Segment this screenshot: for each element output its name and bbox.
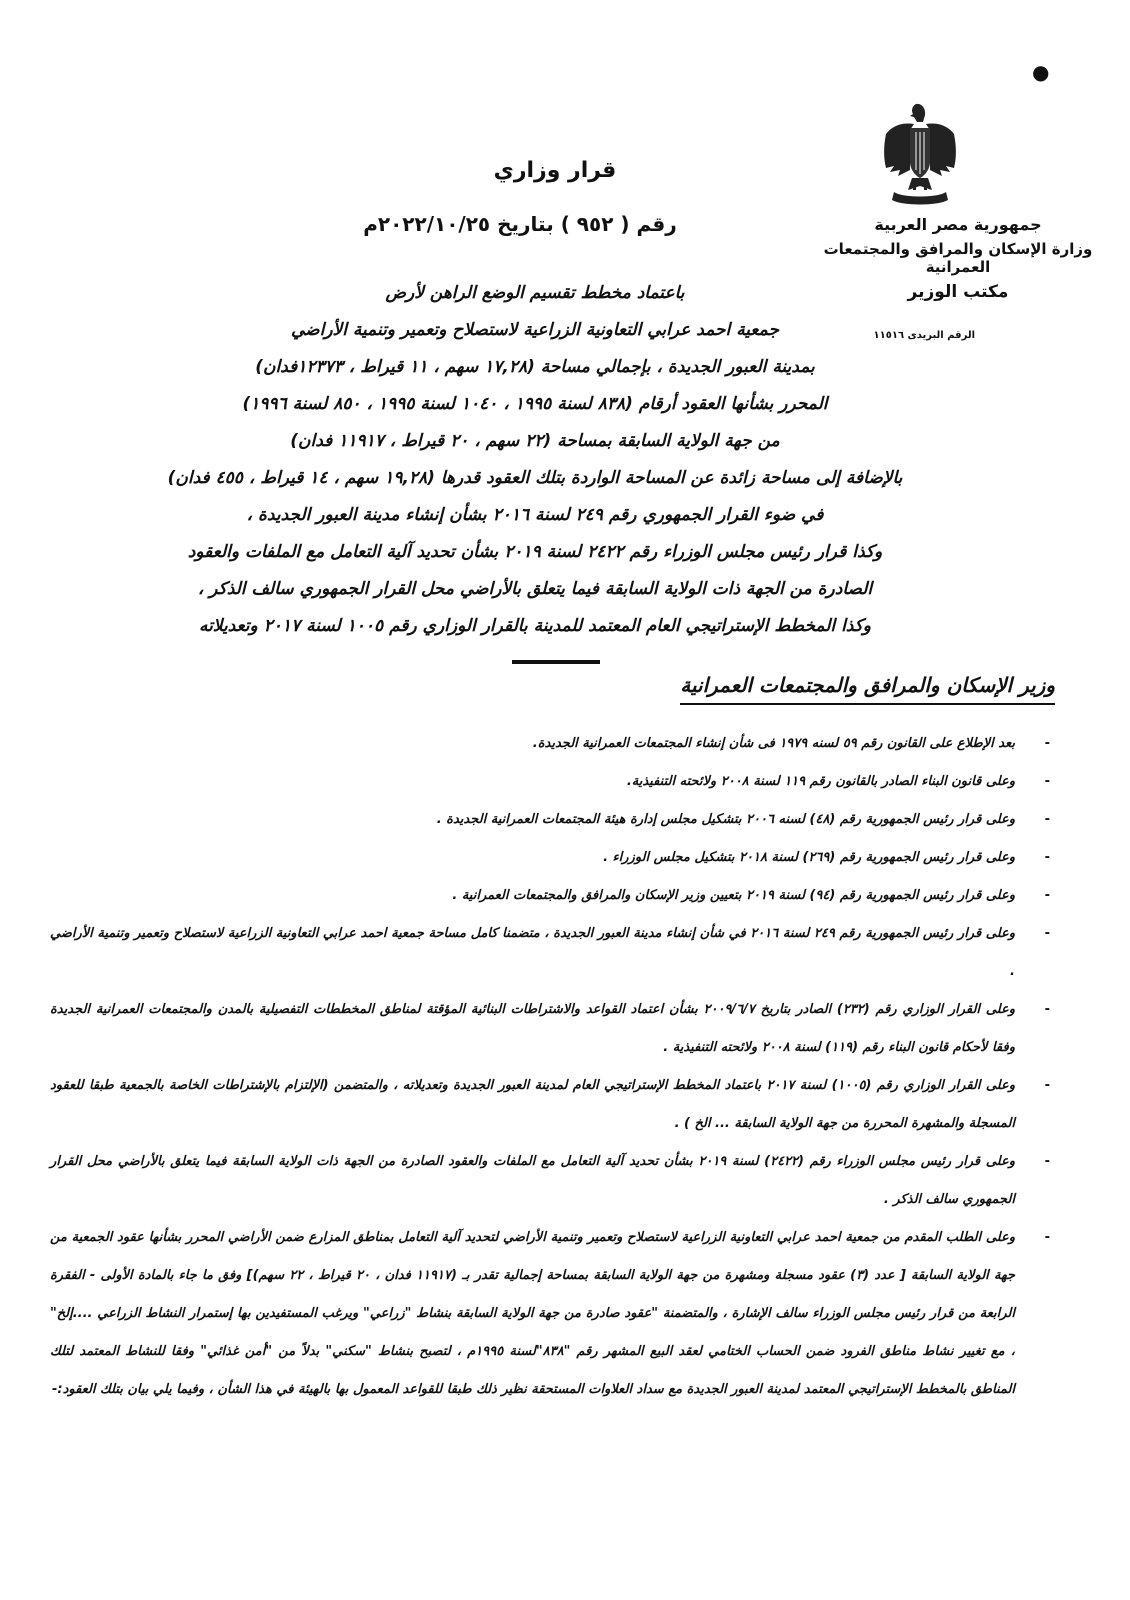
recital-text: وعلى القرار الوزاري رقم (٢٣٢) الصادر بتاريخ ٢٠٠٩/٦/٧ بشأن اعتماد القواعد والاشتراطات البنائية المؤقتة لمناطق المخططات التفصيلية بالمدن والمجتمعات العمرانية الجديدة وفقا لأحكام قانون البناء رقم (١١٩) لسنة ٢٠٠٨ ولائحته التنفيذية . [50, 1002, 1015, 1055]
postal-code: الرقم البريدى ١١٥١٦ [873, 330, 975, 341]
recital-item [50, 725, 1060, 763]
decree-title: قرار وزاري [493, 158, 617, 183]
dash-bullet: - [1044, 888, 1050, 903]
preamble-line: وكذا المخطط الإستراتيجي العام المعتمد للمدينة بالقرار الوزاري رقم ١٠٠٥ لسنة ٢٠١٧ وتعديلاته [198, 616, 872, 636]
preamble-line: باعتماد مخطط تقسيم الوضع الراهن لأرض [385, 283, 685, 303]
dash-bullet: - [1044, 736, 1050, 751]
preamble-line: في ضوء القرار الجمهوري رقم ٢٤٩ لسنة ٢٠١٦ بشأن إنشاء مدينة العبور الجديدة ، [246, 505, 824, 525]
recital-text: وعلى القرار الوزاري رقم (١٠٠٥) لسنة ٢٠١٧ باعتماد المخطط الإستراتيجي العام لمدينة العبور الجديدة وتعديلاته ، والمتضمن (الإلتزام بالإشتراطات الخاصة بالجمعية طبقا للعقود المسجلة والمشهرة المحررة من جهة الولاية السابقة ... الخ ) . [50, 1078, 1015, 1131]
corner-mark: ● [1032, 60, 1050, 84]
eagle-emblem-icon [880, 100, 960, 208]
recital-text: وعلى قانون البناء الصادر بالقانون رقم ١١٩ لسنة ٢٠٠٨ ولائحته التنفيذية. [626, 774, 1015, 789]
recital-item [50, 1067, 1060, 1143]
section-divider [512, 660, 600, 664]
dash-bullet: - [1044, 1154, 1050, 1169]
dash-bullet: - [1044, 850, 1050, 865]
preamble-line: بمدينة العبور الجديدة ، بإجمالي مساحة (١٧,٢٨ سهم ، ١١ قيراط ، ١٢٣٧٣فدان) [255, 357, 815, 377]
dash-bullet: - [1044, 812, 1050, 827]
preamble-line: من جهة الولاية السابقة بمساحة (٢٢ سهم ، ٢٠ قيراط ، ١١٩١٧ فدان) [290, 431, 780, 451]
ministry-name: وزارة الإسكان والمرافق والمجتمعات العمرانية [823, 240, 1093, 276]
recital-item [50, 839, 1060, 877]
recital-text: وعلى قرار رئيس الجمهورية رقم (٢٦٩) لسنة ٢٠١٨ بتشكيل مجلس الوزراء . [603, 850, 1015, 865]
recital-item [50, 763, 1060, 801]
recital-item [50, 801, 1060, 839]
recital-item [50, 877, 1060, 915]
recital-item [50, 1143, 1060, 1219]
recitals-list [50, 725, 1060, 1409]
recital-text: وعلى قرار رئيس مجلس الوزراء رقم (٢٤٢٢) لسنة ٢٠١٩ بشأن تحديد آلية التعامل مع الملفات والعقود الصادرة من الجهة ذات الولاية السابقة فيما يتعلق بالأراضي محل القرار الجمهوري سالف الذكر . [50, 1154, 1015, 1207]
country-name: جمهورية مصر العربية [874, 215, 1042, 234]
decree-number-line: رقم ( ٩٥٢ ) بتاريخ ٢٠٢٢/١٠/٢٥م [363, 212, 677, 236]
dash-bullet: - [1044, 1230, 1050, 1245]
recital-text: وعلى قرار رئيس الجمهورية رقم ٢٤٩ لسنة ٢٠١٦ في شأن إنشاء مدينة العبور الجديدة ، متضمنا كامل مساحة جمعية احمد عرابي التعاونية الزراعية لاستصلاح وتعمير وتنمية الأراضي . [50, 926, 1015, 979]
recital-text: وعلى قرار رئيس الجمهورية رقم (٤٨) لسنه ٢٠٠٦ بتشكيل مجلس إدارة هيئة المجتمعات العمرانية الجديدة . [436, 812, 1015, 827]
dash-bullet: - [1044, 774, 1050, 789]
recital-item [50, 1219, 1060, 1409]
preamble-line: جمعية احمد عرابي التعاونية الزراعية لاستصلاح وتعمير وتنمية الأراضي [291, 320, 779, 340]
recital-text: وعلى الطلب المقدم من جمعية احمد عرابي التعاونية الزراعية لاستصلاح وتعمير وتنمية الأراضي لتحديد آلية التعامل بمناطق المزارع ضمن الأراضي المحرر بشأنها عقود الجمعية من جهة الولاية السابقة [ عدد (٣) عقود مسجلة ومشهرة من جهة الولاية السابقة بمساحة إجمالية تقدر بـ (١١٩١٧ فدان ، ٢٠ قيراط ، ٢٢ سهم)] وفق ما جاء بالمادة الأولى - الفقرة الرابعة من قرار رئيس مجلس الوزراء سالف الإشارة ، والمتضمنة "عقود صادرة من جهة الولاية السابقة بنشاط "زراعي" ويرغب المستفيدين بها إستمرار النشاط الزراعي ....إلخ" ، مع تغيير نشاط مناطق الفرود ضمن الحساب الختامي لعقد البيع المشهر رقم "٨٣٨"لسنة ١٩٩٥م ، لتصبح بنشاط "سكني" بدلاً من "أمن غذائي" وفقا للنشاط المعتمد لتلك المناطق بالمخطط الإستراتيجي المعتمد لمدينة العبور الجديدة مع سداد العلاوات المستحقة نظير ذلك طبقا للقواعد المعمول بها بالهيئة في هذا الشأن ، وفيما يلي بيان بتلك العقود:- [50, 1230, 1016, 1397]
preamble-line: وكذا قرار رئيس مجلس الوزراء رقم ٢٤٢٢ لسنة ٢٠١٩ بشأن تحديد آلية التعامل مع الملفات والعقود [187, 542, 883, 562]
preamble-line: بالإضافة إلى مساحة زائدة عن المساحة الواردة بتلك العقود قدرها (١٩,٢٨ سهم ، ١٤ قيراط ، ٤٥٥ فدان) [167, 468, 903, 488]
recital-text: وعلى قرار رئيس الجمهورية رقم (٩٤) لسنة ٢٠١٩ بتعيين وزير الإسكان والمرافق والمجتمعات العمرانية . [452, 888, 1015, 903]
office-name: مكتب الوزير [907, 282, 1009, 302]
dash-bullet: - [1044, 1002, 1050, 1017]
recital-text: بعد الإطلاع على القانون رقم ٥٩ لسنه ١٩٧٩ فى شأن إنشاء المجتمعات العمرانية الجديدة. [532, 736, 1015, 751]
minister-heading: وزير الإسكان والمرافق والمجتمعات العمرانية [680, 673, 1055, 705]
preamble-line: الصادرة من الجهة ذات الولاية السابقة فيما يتعلق بالأراضي محل القرار الجمهوري سالف الذكر ، [197, 579, 873, 599]
dash-bullet: - [1044, 1078, 1050, 1093]
decree-preamble [150, 275, 920, 645]
dash-bullet: - [1044, 926, 1050, 941]
recital-item [50, 915, 1060, 991]
preamble-line: المحرر بشأنها العقود أرقام (٨٣٨ لسنة ١٩٩٥ ، ١٠٤٠ لسنة ١٩٩٥ ، ٨٥٠ لسنة ١٩٩٦) [242, 394, 828, 414]
recital-item [50, 991, 1060, 1067]
